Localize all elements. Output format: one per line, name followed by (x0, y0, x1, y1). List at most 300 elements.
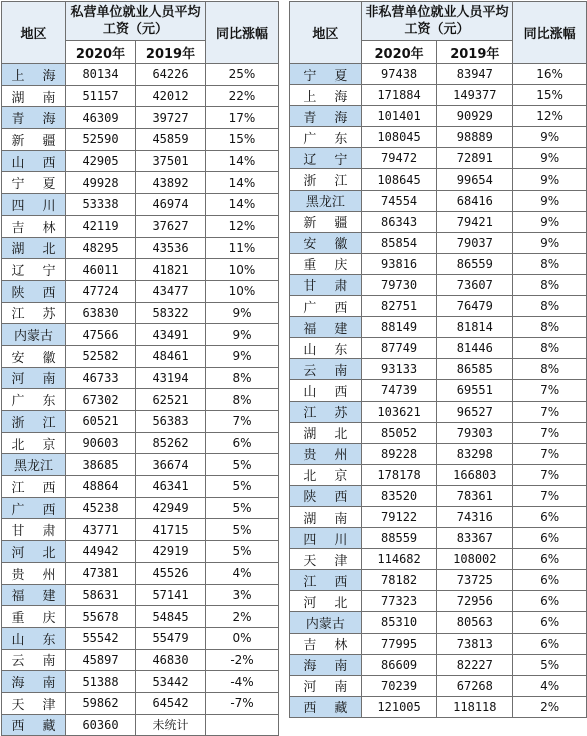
value-2019-cell: 76479 (437, 296, 513, 317)
region-cell (290, 612, 362, 633)
value-2019-cell: 83947 (437, 64, 513, 85)
table-row (290, 317, 587, 338)
region-name: 西藏 (11, 719, 56, 735)
region-name: 海南 (11, 676, 56, 692)
table-row (290, 485, 587, 506)
table-row (2, 345, 279, 367)
region-cell (2, 172, 66, 194)
year-2019-header: 2019年 (437, 41, 513, 64)
growth-cell: 8% (206, 389, 279, 411)
value-2019-cell: 86585 (437, 359, 513, 380)
table-row (2, 584, 279, 606)
region-cell (290, 675, 362, 696)
region-name: 江西 (303, 574, 348, 590)
region-name: 海南 (303, 659, 348, 675)
value-2019-cell: 149377 (437, 85, 513, 106)
growth-cell: 8% (513, 296, 587, 317)
value-2020-cell: 60360 (66, 714, 136, 736)
value-2020-cell: 48295 (66, 237, 136, 259)
table-row (290, 464, 587, 485)
table-title: 私营单位就业人员平均工资（元） (66, 2, 206, 41)
value-2019-cell: 未统计 (136, 714, 206, 736)
table-row (2, 606, 279, 628)
table-row (2, 454, 279, 476)
growth-cell: 10% (206, 259, 279, 281)
value-2019-cell: 79303 (437, 422, 513, 443)
region-name: 吉林 (303, 638, 348, 654)
growth-cell: 5% (206, 454, 279, 476)
region-cell (290, 633, 362, 654)
value-2019-cell: 99654 (437, 169, 513, 190)
value-2019-cell: 42949 (136, 497, 206, 519)
table-row (2, 194, 279, 216)
table-row (2, 497, 279, 519)
growth-header: 同比涨幅 (513, 2, 587, 64)
value-2020-cell: 79122 (361, 506, 437, 527)
region-name: 内蒙古 (13, 329, 53, 345)
region-name: 宁夏 (11, 177, 56, 193)
value-2020-cell: 46011 (66, 259, 136, 281)
table-row (290, 359, 587, 380)
value-2019-cell: 43477 (136, 280, 206, 302)
table-body (2, 64, 279, 736)
region-name: 湖南 (303, 511, 348, 527)
region-name: 云南 (303, 363, 348, 379)
value-2020-cell: 97438 (361, 64, 437, 85)
region-name: 上海 (11, 68, 56, 84)
value-2019-cell: 37627 (136, 215, 206, 237)
value-2020-cell: 86343 (361, 211, 437, 232)
region-cell (290, 64, 362, 85)
region-cell (2, 671, 66, 693)
table-row (2, 476, 279, 498)
region-name: 黑龙江 (13, 459, 53, 475)
region-cell (2, 411, 66, 433)
growth-cell: -2% (206, 649, 279, 671)
value-2019-cell: 43194 (136, 367, 206, 389)
table-row (2, 302, 279, 324)
growth-cell: 14% (206, 172, 279, 194)
growth-cell: 5% (206, 497, 279, 519)
value-2019-cell: 43491 (136, 324, 206, 346)
growth-cell: -4% (206, 671, 279, 693)
region-name: 湖北 (303, 427, 348, 443)
region-cell (2, 259, 66, 281)
region-name: 北京 (11, 437, 56, 453)
region-cell (290, 528, 362, 549)
region-name: 河北 (11, 545, 56, 561)
region-cell (2, 497, 66, 519)
table-row (290, 127, 587, 148)
table-row (2, 411, 279, 433)
growth-cell (206, 714, 279, 736)
table-row (2, 627, 279, 649)
value-2020-cell: 51388 (66, 671, 136, 693)
region-name: 甘肃 (303, 279, 348, 295)
value-2019-cell: 62521 (136, 389, 206, 411)
table-row (2, 237, 279, 259)
growth-cell: 9% (206, 324, 279, 346)
region-cell (2, 649, 66, 671)
table-row (290, 253, 587, 274)
value-2019-cell: 46830 (136, 649, 206, 671)
table-row (290, 401, 587, 422)
region-cell (290, 464, 362, 485)
value-2020-cell: 101401 (361, 106, 437, 127)
table-row (2, 150, 279, 172)
table-row (2, 129, 279, 151)
growth-header: 同比涨幅 (206, 2, 279, 64)
region-name: 北京 (303, 469, 348, 485)
growth-cell: 4% (513, 675, 587, 696)
value-2019-cell: 69551 (437, 380, 513, 401)
region-name: 山东 (303, 342, 348, 358)
value-2019-cell: 73607 (437, 274, 513, 295)
value-2020-cell: 45238 (66, 497, 136, 519)
region-name: 浙江 (11, 415, 56, 431)
region-name: 湖南 (11, 90, 56, 106)
region-cell (290, 85, 362, 106)
value-2020-cell: 47566 (66, 324, 136, 346)
table-row (2, 107, 279, 129)
region-cell (290, 422, 362, 443)
region-cell (290, 317, 362, 338)
value-2020-cell: 42905 (66, 150, 136, 172)
growth-cell: 5% (206, 476, 279, 498)
growth-cell: -7% (206, 692, 279, 714)
value-2020-cell: 79730 (361, 274, 437, 295)
region-name: 江西 (11, 480, 56, 496)
growth-cell: 9% (513, 232, 587, 253)
value-2020-cell: 114682 (361, 549, 437, 570)
growth-cell: 15% (206, 129, 279, 151)
value-2019-cell: 57141 (136, 584, 206, 606)
region-cell (290, 232, 362, 253)
table-row (290, 633, 587, 654)
region-cell (290, 506, 362, 527)
region-cell (290, 654, 362, 675)
region-cell (290, 380, 362, 401)
value-2019-cell: 90929 (437, 106, 513, 127)
table-row (290, 612, 587, 633)
value-2020-cell: 85052 (361, 422, 437, 443)
growth-cell: 25% (206, 64, 279, 86)
growth-cell: 22% (206, 85, 279, 107)
region-cell (290, 549, 362, 570)
growth-cell: 8% (513, 317, 587, 338)
value-2020-cell: 38685 (66, 454, 136, 476)
growth-cell: 7% (513, 485, 587, 506)
value-2020-cell: 74739 (361, 380, 437, 401)
growth-cell: 8% (513, 253, 587, 274)
table-row (290, 422, 587, 443)
table-row (2, 172, 279, 194)
table-row (290, 85, 587, 106)
growth-cell: 7% (513, 443, 587, 464)
region-cell (290, 253, 362, 274)
table-row (290, 696, 587, 717)
value-2019-cell: 108002 (437, 549, 513, 570)
growth-cell: 2% (206, 606, 279, 628)
growth-cell: 8% (513, 359, 587, 380)
value-2019-cell: 43536 (136, 237, 206, 259)
value-2020-cell: 47724 (66, 280, 136, 302)
region-cell (2, 194, 66, 216)
value-2020-cell: 108045 (361, 127, 437, 148)
region-name: 新疆 (303, 216, 348, 232)
growth-cell: 9% (513, 148, 587, 169)
value-2020-cell: 85310 (361, 612, 437, 633)
growth-cell: 8% (513, 274, 587, 295)
region-cell (2, 64, 66, 86)
table-row (2, 389, 279, 411)
table-row (290, 232, 587, 253)
value-2020-cell: 82751 (361, 296, 437, 317)
value-2020-cell: 60521 (66, 411, 136, 433)
region-cell (290, 148, 362, 169)
value-2020-cell: 70239 (361, 675, 437, 696)
table-row (290, 443, 587, 464)
value-2020-cell: 42119 (66, 215, 136, 237)
table-row (290, 148, 587, 169)
table-row (290, 570, 587, 591)
value-2020-cell: 178178 (361, 464, 437, 485)
growth-cell: 6% (513, 633, 587, 654)
growth-cell: 12% (206, 215, 279, 237)
growth-cell: 17% (206, 107, 279, 129)
value-2019-cell: 36674 (136, 454, 206, 476)
private-wage-table (1, 1, 279, 736)
growth-cell: 0% (206, 627, 279, 649)
table-row (2, 280, 279, 302)
growth-cell: 15% (513, 85, 587, 106)
region-name: 安徽 (303, 237, 348, 253)
region-cell (2, 476, 66, 498)
region-name: 吉林 (11, 220, 56, 236)
value-2019-cell: 42919 (136, 541, 206, 563)
region-name: 浙江 (303, 174, 348, 190)
growth-cell: 2% (513, 696, 587, 717)
growth-cell: 9% (206, 345, 279, 367)
region-cell (290, 570, 362, 591)
value-2020-cell: 55678 (66, 606, 136, 628)
region-name: 福建 (11, 589, 56, 605)
value-2020-cell: 77323 (361, 591, 437, 612)
region-name: 云南 (11, 654, 56, 670)
value-2020-cell: 87749 (361, 338, 437, 359)
region-header: 地区 (2, 2, 66, 64)
value-2019-cell: 37501 (136, 150, 206, 172)
region-name: 江苏 (11, 307, 56, 323)
region-cell (2, 584, 66, 606)
region-cell (290, 443, 362, 464)
region-name: 宁夏 (303, 68, 348, 84)
region-cell (2, 345, 66, 367)
growth-cell: 10% (206, 280, 279, 302)
value-2019-cell: 81814 (437, 317, 513, 338)
table-row (2, 64, 279, 86)
year-2019-header: 2019年 (136, 41, 206, 64)
value-2020-cell: 67302 (66, 389, 136, 411)
region-cell (2, 519, 66, 541)
region-name: 天津 (303, 553, 348, 569)
value-2019-cell: 64226 (136, 64, 206, 86)
region-name: 辽宁 (11, 264, 56, 280)
region-name: 重庆 (11, 611, 56, 627)
growth-cell: 14% (206, 150, 279, 172)
table-row (2, 367, 279, 389)
region-cell (2, 280, 66, 302)
table-row (290, 654, 587, 675)
value-2019-cell: 46974 (136, 194, 206, 216)
region-name: 广西 (303, 300, 348, 316)
growth-cell: 5% (513, 654, 587, 675)
growth-cell: 6% (513, 570, 587, 591)
value-2019-cell: 79421 (437, 211, 513, 232)
value-2020-cell: 77995 (361, 633, 437, 654)
table-row (2, 215, 279, 237)
region-name: 山东 (11, 632, 56, 648)
region-name: 甘肃 (11, 524, 56, 540)
value-2019-cell: 96527 (437, 401, 513, 422)
value-2020-cell: 44942 (66, 541, 136, 563)
region-name: 黑龙江 (305, 195, 345, 211)
growth-cell: 7% (513, 464, 587, 485)
region-cell (2, 324, 66, 346)
region-name: 内蒙古 (305, 616, 345, 632)
growth-cell: 9% (513, 169, 587, 190)
value-2019-cell: 45526 (136, 562, 206, 584)
growth-cell: 5% (206, 519, 279, 541)
value-2019-cell: 53442 (136, 671, 206, 693)
growth-cell: 3% (206, 584, 279, 606)
region-cell (2, 692, 66, 714)
value-2019-cell: 55479 (136, 627, 206, 649)
region-name: 河北 (303, 595, 348, 611)
value-2020-cell: 47381 (66, 562, 136, 584)
region-cell (290, 485, 362, 506)
table-row (290, 380, 587, 401)
growth-cell: 6% (513, 591, 587, 612)
value-2020-cell: 59862 (66, 692, 136, 714)
value-2020-cell: 79472 (361, 148, 437, 169)
growth-cell: 9% (206, 302, 279, 324)
region-cell (290, 401, 362, 422)
region-cell (2, 237, 66, 259)
value-2019-cell: 41715 (136, 519, 206, 541)
value-2019-cell: 54845 (136, 606, 206, 628)
value-2019-cell: 73813 (437, 633, 513, 654)
value-2020-cell: 88149 (361, 317, 437, 338)
value-2019-cell: 56383 (136, 411, 206, 433)
region-cell (2, 150, 66, 172)
table-row (290, 591, 587, 612)
value-2020-cell: 53338 (66, 194, 136, 216)
value-2020-cell: 85854 (361, 232, 437, 253)
table-row (290, 274, 587, 295)
growth-cell: 6% (513, 549, 587, 570)
region-name: 青海 (303, 110, 348, 126)
region-name: 山西 (303, 384, 348, 400)
value-2020-cell: 58631 (66, 584, 136, 606)
year-2020-header: 2020年 (66, 41, 136, 64)
value-2020-cell: 89228 (361, 443, 437, 464)
value-2019-cell: 45859 (136, 129, 206, 151)
growth-cell: 7% (206, 411, 279, 433)
table-row (2, 324, 279, 346)
region-name: 河南 (303, 680, 348, 696)
growth-cell: 5% (206, 541, 279, 563)
region-name: 陕西 (303, 490, 348, 506)
value-2019-cell: 80563 (437, 612, 513, 633)
region-cell (2, 367, 66, 389)
table-row (2, 541, 279, 563)
value-2020-cell: 108645 (361, 169, 437, 190)
value-2020-cell: 43771 (66, 519, 136, 541)
region-name: 天津 (11, 697, 56, 713)
region-name: 湖北 (11, 242, 56, 258)
value-2019-cell: 82227 (437, 654, 513, 675)
value-2019-cell: 48461 (136, 345, 206, 367)
value-2019-cell: 78361 (437, 485, 513, 506)
value-2020-cell: 93816 (361, 253, 437, 274)
value-2020-cell: 80134 (66, 64, 136, 86)
region-name: 青海 (11, 112, 56, 128)
table-title: 非私营单位就业人员平均工资（元） (361, 2, 512, 41)
value-2019-cell: 81446 (437, 338, 513, 359)
region-name: 上海 (303, 89, 348, 105)
growth-cell: 4% (206, 562, 279, 584)
value-2020-cell: 49928 (66, 172, 136, 194)
value-2019-cell: 74316 (437, 506, 513, 527)
growth-cell: 9% (513, 190, 587, 211)
region-cell (290, 296, 362, 317)
region-name: 辽宁 (303, 152, 348, 168)
region-name: 新疆 (11, 133, 56, 149)
region-name: 四川 (303, 532, 348, 548)
year-2020-header: 2020年 (361, 41, 437, 64)
region-name: 四川 (11, 198, 56, 214)
table-row (2, 692, 279, 714)
region-name: 广东 (11, 394, 56, 410)
value-2020-cell: 63830 (66, 302, 136, 324)
growth-cell: 7% (513, 422, 587, 443)
value-2020-cell: 46733 (66, 367, 136, 389)
value-2020-cell: 103621 (361, 401, 437, 422)
region-cell (2, 107, 66, 129)
region-cell (2, 541, 66, 563)
value-2019-cell: 42012 (136, 85, 206, 107)
region-name: 安徽 (11, 350, 56, 366)
region-cell (290, 106, 362, 127)
value-2020-cell: 51157 (66, 85, 136, 107)
table-row (2, 432, 279, 454)
value-2019-cell: 67268 (437, 675, 513, 696)
table-row (2, 671, 279, 693)
region-name: 江苏 (303, 406, 348, 422)
region-cell (290, 591, 362, 612)
table-row (290, 549, 587, 570)
region-name: 陕西 (11, 285, 56, 301)
growth-cell: 9% (513, 127, 587, 148)
value-2019-cell: 58322 (136, 302, 206, 324)
value-2019-cell: 166803 (437, 464, 513, 485)
table-row (290, 190, 587, 211)
value-2020-cell: 88559 (361, 528, 437, 549)
value-2020-cell: 171884 (361, 85, 437, 106)
growth-cell: 6% (513, 612, 587, 633)
growth-cell: 9% (513, 211, 587, 232)
